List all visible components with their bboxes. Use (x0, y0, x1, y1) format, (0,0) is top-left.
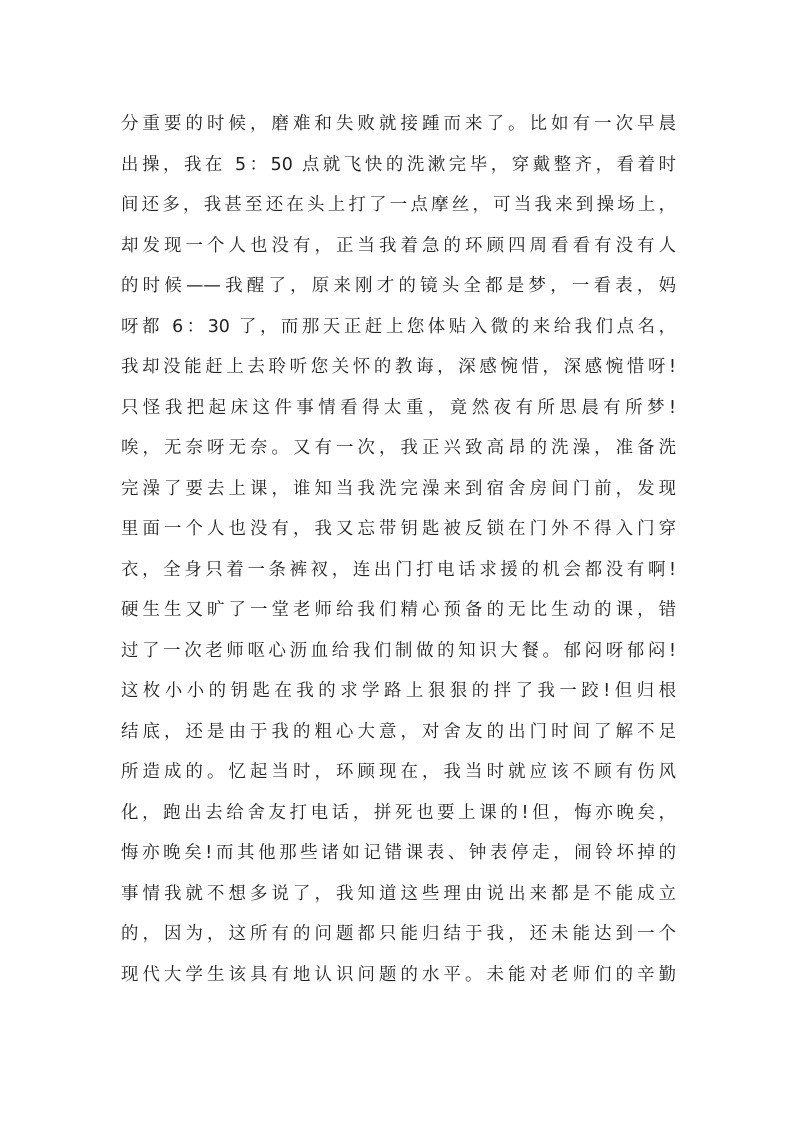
text-line-8: 只怪我把起床这件事情看得太重，竟然夜有所思晨有所梦! (121, 397, 676, 418)
text-line-6: 呀都 6：30 了，而那天正赶上您体贴入微的来给我们点名， (121, 316, 676, 337)
text-line-3: 间还多，我甚至还在头上打了一点摩丝，可当我来到操场上， (121, 195, 676, 215)
text-line-12: 衣，全身只着一条裤衩，连出门打电话求援的机会都没有啊! (121, 559, 676, 580)
text-line-15: 这枚小小的钥匙在我的求学路上狠狠的拌了我一跤!但归根 (121, 681, 676, 701)
text-line-14: 过了一次老师呕心沥血给我们制做的知识大餐。郁闷呀郁闷! (121, 640, 676, 661)
text-line-10: 完澡了要去上课，谁知当我洗完澡来到宿舍房间门前，发现 (121, 478, 676, 499)
text-line-21: 的，因为，这所有的问题都只能归结于我，还未能达到一个 (121, 924, 676, 944)
text-line-7: 我却没能赶上去聆听您关怀的教诲，深感惋惜，深感惋惜呀! (121, 357, 676, 377)
text-line-11: 里面一个人也没有，我又忘带钥匙被反锁在门外不得入门穿 (121, 519, 676, 539)
text-line-1: 分重要的时候，磨难和失败就接踵而来了。比如有一次早晨 (121, 114, 676, 134)
text-line-5: 的时候——我醒了，原来刚才的镜头全都是梦，一看表，妈 (121, 276, 676, 296)
text-line-16: 结底，还是由于我的粗心大意，对舍友的出门时间了解不足 (121, 721, 676, 742)
body-text (121, 104, 676, 995)
text-line-2: 出操，我在 5：50 点就飞快的洗漱完毕，穿戴整齐，看着时 (121, 154, 676, 175)
text-line-19: 悔亦晚矣!而其他那些诸如记错课表、钟表停走，闹铃坏掉的 (121, 843, 676, 863)
text-line-13: 硬生生又旷了一堂老师给我们精心预备的无比生动的课，错 (121, 600, 676, 620)
text-line-4: 却发现一个人也没有，正当我着急的环顾四周看看有没有人 (121, 235, 676, 256)
text-line-20: 事情我就不想多说了，我知道这些理由说出来都是不能成立 (121, 883, 676, 904)
text-line-18: 化，跑出去给舍友打电话，拼死也要上课的!但，悔亦晚矣， (121, 802, 676, 823)
text-line-17: 所造成的。忆起当时，环顾现在，我当时就应该不顾有伤风 (121, 762, 676, 782)
text-line-22: 现代大学生该具有地认识问题的水平。未能对老师们的辛勤 (121, 964, 676, 985)
text-line-9: 唉，无奈呀无奈。又有一次，我正兴致高昂的洗澡，准备洗 (121, 438, 676, 458)
